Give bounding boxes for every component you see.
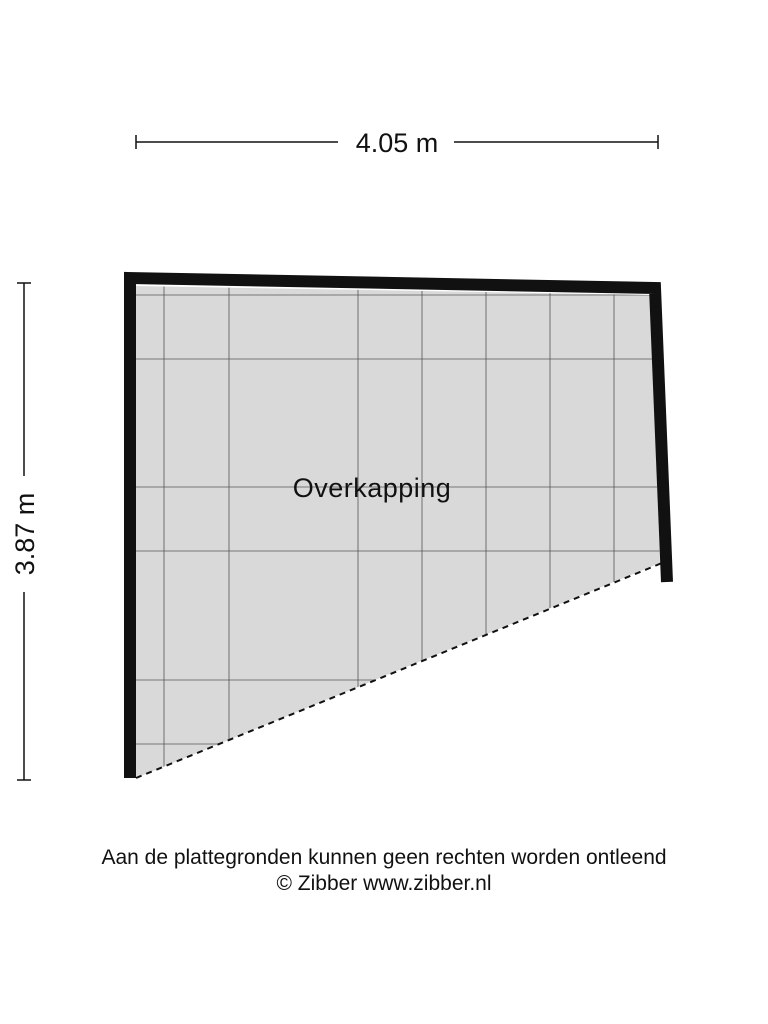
height-dimension <box>10 283 40 780</box>
width-dimension-label: 4.05 m <box>355 128 439 158</box>
room-label: Overkapping <box>292 473 452 503</box>
width-dimension <box>136 128 658 158</box>
disclaimer-text: Aan de plattegronden kunnen geen rechten worden ontleend <box>101 846 667 869</box>
floor-area <box>136 286 660 778</box>
height-dimension-label: 3.87 m <box>10 492 40 576</box>
copyright-text: © Zibber www.zibber.nl <box>276 872 492 895</box>
